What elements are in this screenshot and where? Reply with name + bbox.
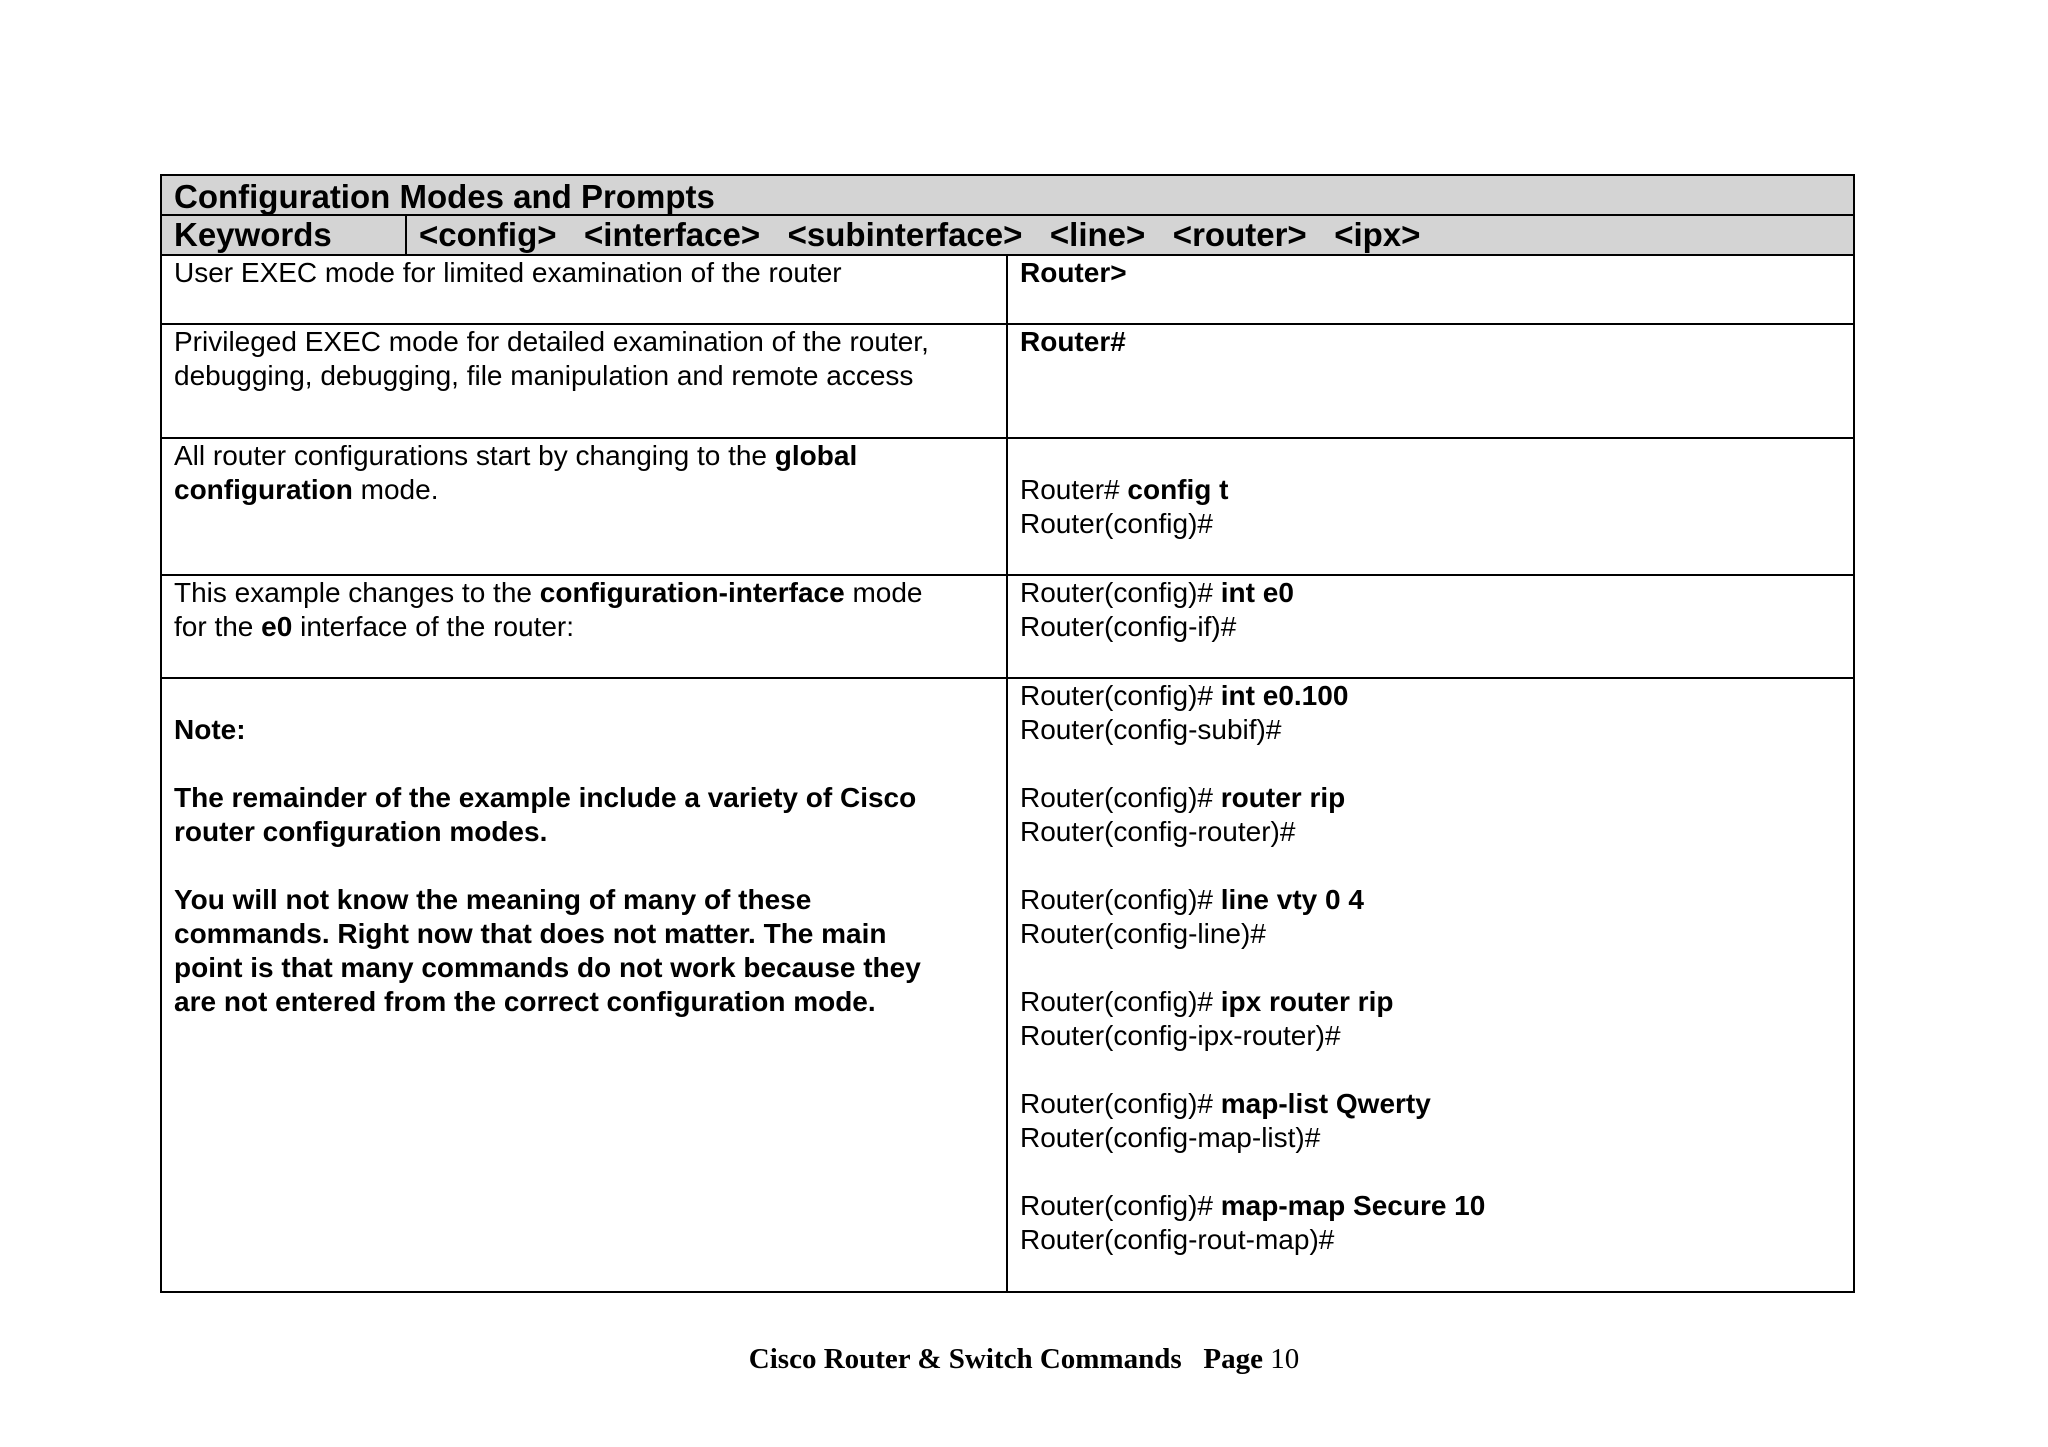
- example-block: [1020, 883, 1841, 951]
- command-text: config t: [1127, 474, 1229, 505]
- table-title: Configuration Modes and Prompts: [162, 176, 1853, 216]
- description-text: mode: [844, 577, 923, 608]
- table-row: [162, 256, 1853, 325]
- description-line: [174, 439, 994, 473]
- prompt-text: Router#: [1020, 474, 1128, 505]
- description-text: interface of the router:: [292, 611, 575, 642]
- description-line: [174, 610, 994, 644]
- description-keyword: e0: [261, 611, 293, 642]
- command-text: map-list Qwerty: [1220, 1088, 1431, 1119]
- examples-cell: [1008, 679, 1853, 1291]
- command-line: [1020, 985, 1841, 1019]
- description-text: User EXEC mode for limited examination of the router: [174, 257, 842, 288]
- table-row: [162, 679, 1853, 1291]
- example-block: [1020, 679, 1841, 747]
- prompt-text: Router(config)#: [1020, 577, 1221, 608]
- description-line: Privileged EXEC mode for detailed examination of the router,: [174, 326, 929, 357]
- table-row: [162, 576, 1853, 679]
- description-keyword: global: [774, 440, 858, 471]
- prompt-text: Router(config)#: [1020, 782, 1221, 813]
- command-text: int e0.100: [1220, 680, 1349, 711]
- prompt-text: Router(config)#: [1020, 680, 1221, 711]
- result-prompt: Router(config-ipx-router)#: [1020, 1020, 1341, 1051]
- table-row: [162, 325, 1853, 439]
- example-block: [1020, 985, 1841, 1053]
- row-description: [162, 325, 1008, 437]
- result-prompt: Router(config-subif)#: [1020, 714, 1282, 745]
- example-block: [1020, 1087, 1841, 1155]
- command-text: ipx router rip: [1220, 986, 1394, 1017]
- prompt-text: Router(config)#: [1020, 1088, 1221, 1119]
- keywords-list: <config> <interface> <subinterface> <line> <router> <ipx>: [419, 216, 1421, 253]
- command-line: [1020, 883, 1841, 917]
- command-text: int e0: [1220, 577, 1294, 608]
- description-line: [174, 576, 994, 610]
- description-keyword: configuration-interface: [539, 577, 845, 608]
- row-description: [162, 439, 1008, 574]
- example-block: [1020, 781, 1841, 849]
- row-prompt: [1008, 439, 1853, 574]
- note-line: router configuration modes.: [174, 816, 548, 847]
- note-cell: [162, 679, 1008, 1291]
- row-prompt: [1008, 576, 1853, 677]
- keywords-label: Keywords: [162, 216, 407, 254]
- keywords-row: [162, 216, 1853, 256]
- prompt-text: Router#: [1020, 326, 1126, 357]
- row-description: [162, 256, 1008, 323]
- note-line: point is that many commands do not work because they: [174, 952, 921, 983]
- prompt-text: Router(config)#: [1020, 1190, 1221, 1221]
- note-title: Note:: [174, 714, 246, 745]
- command-line: [1020, 473, 1841, 507]
- description-text: This example changes to the: [174, 577, 540, 608]
- config-modes-table: [160, 174, 1855, 1293]
- command-line: [1020, 781, 1841, 815]
- note-line: You will not know the meaning of many of these: [174, 884, 812, 915]
- result-prompt: Router(config-router)#: [1020, 816, 1296, 847]
- command-text: map-map Secure 10: [1220, 1190, 1486, 1221]
- row-description: [162, 576, 1008, 677]
- command-line: [1020, 576, 1841, 610]
- result-prompt: Router(config-line)#: [1020, 918, 1266, 949]
- description-text: for the: [174, 611, 262, 642]
- prompt-text: Router(config)#: [1020, 986, 1221, 1017]
- result-prompt: Router(config-map-list)#: [1020, 1122, 1321, 1153]
- command-line: [1020, 679, 1841, 713]
- description-line: [174, 473, 994, 507]
- row-prompt: [1008, 256, 1853, 323]
- command-line: [1020, 1087, 1841, 1121]
- command-line: [1020, 1189, 1841, 1223]
- result-prompt: Router(config-rout-map)#: [1020, 1224, 1335, 1255]
- note-line: are not entered from the correct configuration mode.: [174, 986, 876, 1017]
- note-line: commands. Right now that does not matter. The main: [174, 918, 887, 949]
- page-number: 10: [1270, 1343, 1300, 1375]
- result-prompt: Router(config)#: [1020, 508, 1213, 539]
- table-row: [162, 439, 1853, 576]
- description-keyword: configuration: [174, 474, 353, 505]
- prompt-text: Router>: [1020, 257, 1127, 288]
- command-text: line vty 0 4: [1220, 884, 1364, 915]
- result-prompt: Router(config-if)#: [1020, 611, 1237, 642]
- example-block: [1020, 1189, 1841, 1257]
- description-text: All router configurations start by changing to the: [174, 440, 775, 471]
- prompt-text: Router(config)#: [1020, 884, 1221, 915]
- row-prompt: [1008, 325, 1853, 437]
- command-text: router rip: [1220, 782, 1346, 813]
- description-line: debugging, debugging, file manipulation and remote access: [174, 360, 914, 391]
- description-text: mode.: [352, 474, 439, 505]
- page-footer: [0, 1343, 2048, 1376]
- footer-title: Cisco Router & Switch Commands Page: [748, 1343, 1263, 1375]
- note-line: The remainder of the example include a variety of Cisco: [174, 782, 917, 813]
